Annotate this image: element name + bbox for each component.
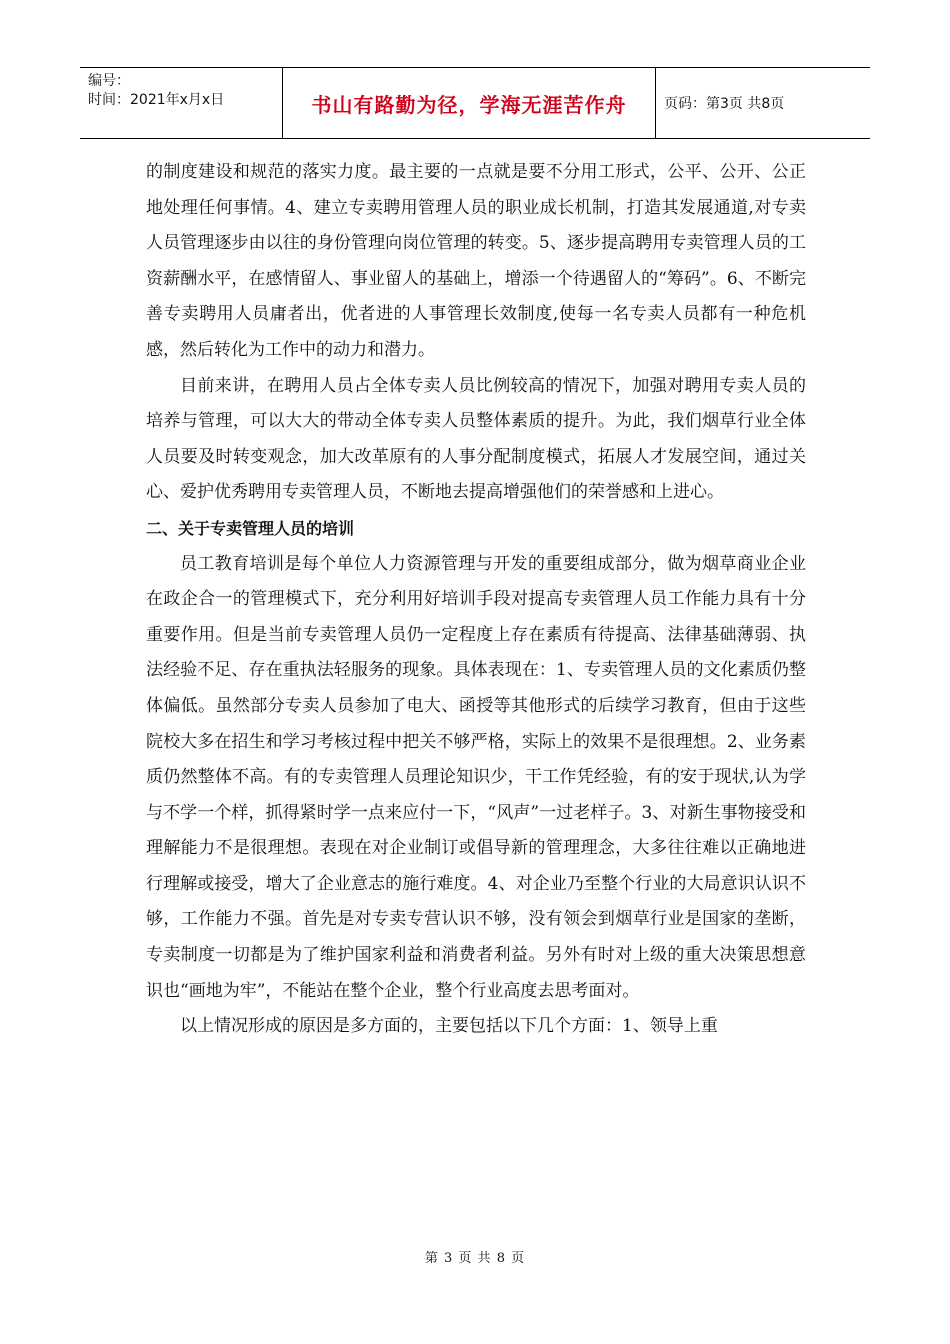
body-paragraph: 以上情况形成的原因是多方面的，主要包括以下几个方面：1、领导上重 [180, 1016, 718, 1037]
section-heading: 二、关于专卖管理人员的培训 [146, 518, 355, 538]
header-page-info: 页码：第3页 共8页 [664, 96, 785, 112]
body-paragraph: 员工教育培训是每个单位人力资源管理与开发的重要组成部分，做为烟草商业企业在政企合一的管理模式下，充分利用好培训手段对提高专卖管理人员工作能力具有十分重要作用。但是当前专卖管理人员仍一定程度上存在素质有待提高、法律基础薄弱、执法经验不足、存在重执法轻服务的现象。具体表现在：1、专卖管理人员的文化素质仍整体偏低。虽然部分专卖人员参加了电大、函授等其他形式的后续学习教育，但由于这些院校大多在招生和学习考核过程中把关不够严格，实际上的效果不是很理想。2、业务素质仍然整体不高。有的专卖管理人员理论知识少，干工作凭经验，有的安于现状,认为学与不学一个样，抓得紧时学一点来应付一下，“风声”一过老样子。3、对新生事物接受和理解能力不是很理想。表现在对企业制订或倡导新的管理理念，大多往往难以正确地进行理解或接受，增大了企业意志的施行难度。4、对企业乃至整个行业的大局意识认识不够，工作能力不强。首先是对专卖专营认识不够，没有领会到烟草行业是国家的垄断，专卖制度一切都是为了维护国家利益和消费者利益。另外有时对上级的重大决策思想意识也“画地为牢”，不能站在整个企业，整个行业高度去思考面对。 [146, 553, 806, 1001]
header-motto: 书山有路勤为径，学海无涯苦作舟 [283, 68, 656, 138]
document-time-label: 时间：2021年x月x日 [88, 92, 225, 108]
header-meta [80, 68, 283, 138]
document-body [146, 155, 806, 1045]
page-header [80, 67, 870, 139]
document-number-label: 编号： [88, 73, 130, 89]
page-footer: 第 3 页 共 8 页 [424, 1251, 526, 1266]
body-paragraph: 目前来讲，在聘用人员占全体专卖人员比例较高的情况下，加强对聘用专卖人员的培养与管理，可以大大的带动全体专卖人员整体素质的提升。为此，我们烟草行业全体人员要及时转变观念，加大改革原有的人事分配制度模式，拓展人才发展空间，通过关心、爱护优秀聘用专卖管理人员，不断地去提高增强他们的荣誉感和上进心。 [146, 375, 806, 503]
body-paragraph: 的制度建设和规范的落实力度。最主要的一点就是要不分用工形式，公平、公开、公正地处理任何事情。4、建立专卖聘用管理人员的职业成长机制，打造其发展通道,对专卖人员管理逐步由以往的身份管理向岗位管理的转变。5、逐步提高聘用专卖管理人员的工资薪酬水平，在感情留人、事业留人的基础上，增添一个待遇留人的“筹码”。6、不断完善专卖聘用人员庸者出，优者进的人事管理长效制度,使每一名专卖人员都有一种危机感，然后转化为工作中的动力和潜力。 [146, 162, 806, 360]
